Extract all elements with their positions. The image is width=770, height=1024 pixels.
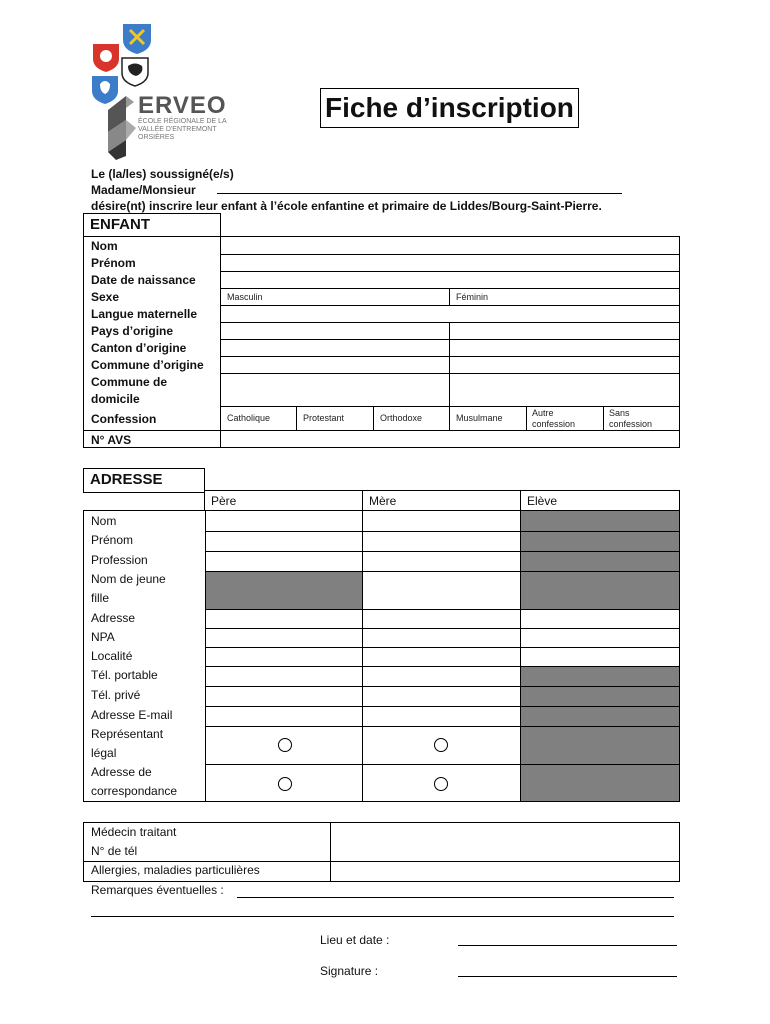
enfant-prenom-label: Prénom <box>91 256 136 270</box>
adresse-tel-prive-label: Tél. privé <box>91 688 141 702</box>
medecin-input[interactable] <box>331 823 679 861</box>
confession-sans-line2: confession <box>609 419 653 429</box>
adresse-prenom-label: Prénom <box>91 533 134 547</box>
remarques-row <box>91 883 224 897</box>
column-eleve: Elève <box>527 494 558 508</box>
representant-mere-radio[interactable] <box>434 738 448 752</box>
medical-table <box>83 822 680 882</box>
adresse-tel-portable-label: Tél. portable <box>91 668 158 682</box>
intro-line-2 <box>91 183 622 197</box>
enfant-nom-label: Nom <box>91 239 118 253</box>
confession-protestant[interactable]: Protestant <box>303 413 345 423</box>
allergies-label: Allergies, maladies particulières <box>91 863 260 877</box>
adresse-table <box>83 510 680 802</box>
intro-line-3: désire(nt) inscrire leur enfant à l’école enfantine et primaire de Liddes/Bourg-Saint-Pierre. <box>91 199 602 213</box>
signature-label: Signature : <box>320 964 379 978</box>
enfant-commune-origine-label: Commune d’origine <box>91 358 204 372</box>
remarques-line-2[interactable] <box>91 916 674 917</box>
confession-autre[interactable] <box>532 408 575 430</box>
enfant-pays-label: Pays d’origine <box>91 324 174 338</box>
confession-orthodoxe[interactable]: Orthodoxe <box>380 413 423 423</box>
enfant-commune-domicile-label: Commune de <box>91 375 168 389</box>
confession-musulmane[interactable]: Musulmane <box>456 413 503 423</box>
name-blank-line[interactable] <box>217 184 622 194</box>
adresse-profession-label: Profession <box>91 553 148 567</box>
logo-name: ERVEO <box>138 92 227 119</box>
adresse-jeune-fille-label-2: fille <box>91 591 110 605</box>
column-pere: Père <box>211 494 237 508</box>
enfant-confession-label: Confession <box>91 412 157 426</box>
lieu-date-line[interactable] <box>458 945 677 946</box>
adresse-jeune-fille-label: Nom de jeune <box>91 572 166 586</box>
column-mere: Mère <box>369 494 397 508</box>
enfant-table <box>83 236 680 448</box>
enfant-sexe-label: Sexe <box>91 290 120 304</box>
enfant-prenom-input[interactable] <box>221 255 679 271</box>
enfant-avs-label: N° AVS <box>91 433 132 447</box>
adresse-localite-label: Localité <box>91 649 133 663</box>
correspondance-mere-radio[interactable] <box>434 777 448 791</box>
adresse-correspondance-label: Adresse de <box>91 765 152 779</box>
adresse-column-headers <box>204 490 680 512</box>
allergies-input[interactable] <box>331 862 679 881</box>
enfant-langue-label: Langue maternelle <box>91 307 198 321</box>
adresse-adresse-label: Adresse <box>91 611 136 625</box>
sexe-masculin-option[interactable]: Masculin <box>227 292 263 302</box>
representant-pere-radio[interactable] <box>278 738 292 752</box>
lieu-date-label: Lieu et date : <box>320 933 390 947</box>
remarques-line-1[interactable] <box>237 897 674 898</box>
adresse-heading: ADRESSE <box>83 468 205 493</box>
enfant-nom-input[interactable] <box>221 237 679 254</box>
correspondance-pere-radio[interactable] <box>278 777 292 791</box>
adresse-correspondance-label-2: correspondance <box>91 784 178 798</box>
signature-line[interactable] <box>458 976 677 977</box>
adresse-representant-label-2: légal <box>91 746 117 760</box>
medecin-tel-label: N° de tél <box>91 844 138 858</box>
enfant-heading: ENFANT <box>83 213 221 238</box>
adresse-nom-label: Nom <box>91 514 117 528</box>
confession-sans[interactable] <box>609 408 652 430</box>
logo-tagline: ÉCOLE RÉGIONALE DE LA VALLÉE D'ENTREMONT ORSIÈRES <box>138 118 227 141</box>
sexe-feminin-option[interactable]: Féminin <box>456 292 489 302</box>
confession-catholique[interactable]: Catholique <box>227 413 271 423</box>
intro-madame-label: Madame/Monsieur <box>91 183 196 197</box>
enfant-naissance-label: Date de naissance <box>91 273 196 287</box>
intro-line-1: Le (la/les) soussigné(e/s) <box>91 167 234 181</box>
confession-autre-line1: Autre <box>532 408 554 418</box>
adresse-npa-label: NPA <box>91 630 115 644</box>
adresse-representant-label: Représentant <box>91 727 164 741</box>
enfant-naissance-input[interactable] <box>221 272 679 288</box>
confession-sans-line1: Sans <box>609 408 630 418</box>
remarques-label: Remarques éventuelles : <box>91 883 224 897</box>
page-title: Fiche d’inscription <box>320 88 579 128</box>
enfant-commune-domicile-label-2: domicile <box>91 392 140 406</box>
adresse-email-label: Adresse E-mail <box>91 708 173 722</box>
enfant-canton-label: Canton d’origine <box>91 341 187 355</box>
confession-autre-line2: confession <box>532 419 576 429</box>
medecin-label: Médecin traitant <box>91 825 177 839</box>
